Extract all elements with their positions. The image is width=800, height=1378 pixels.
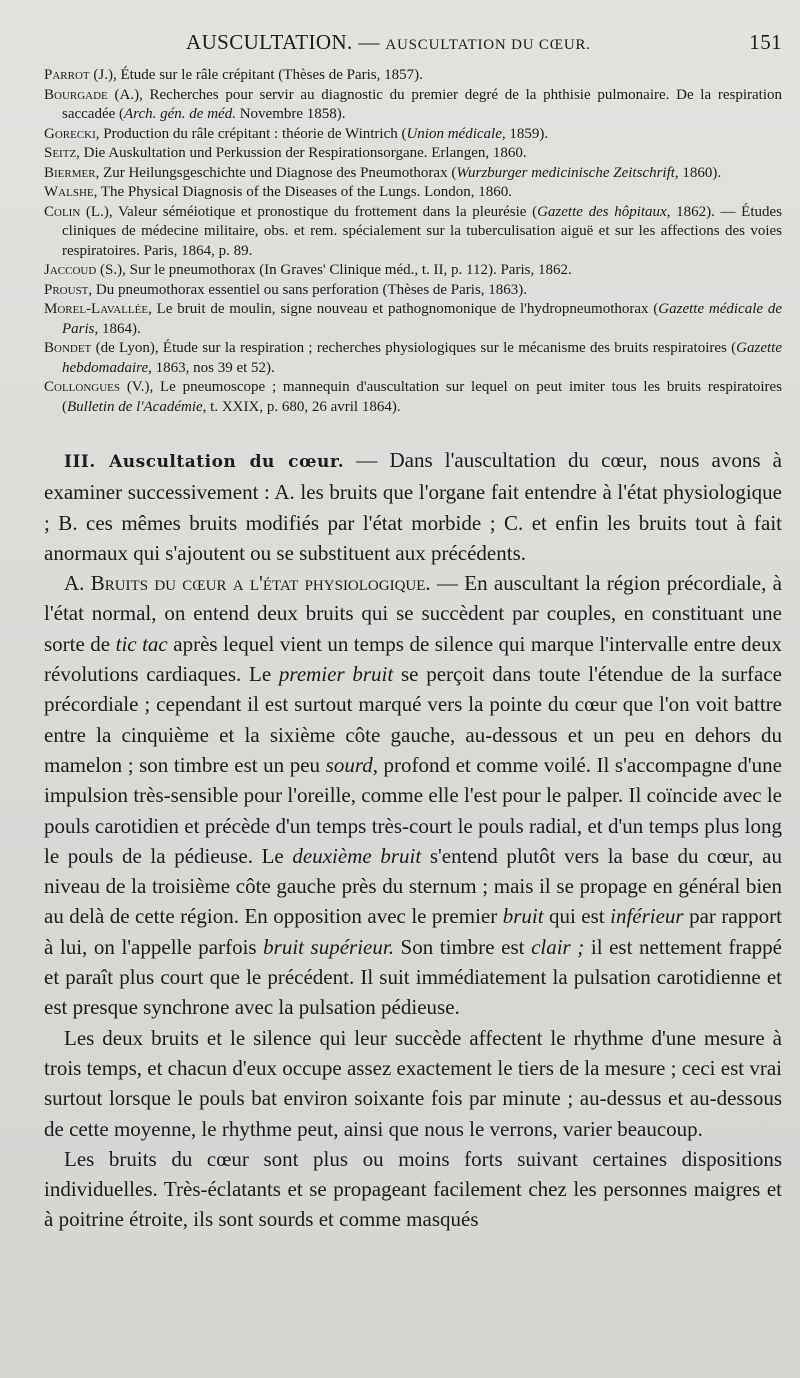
bib-tail: , 1860). (674, 164, 722, 181)
bib-author: Colin (44, 203, 81, 220)
italic-term: bruit (502, 904, 544, 929)
bib-text: , Zur Heilungsgeschichte und Diagnose des Pneumothorax ( (95, 164, 457, 181)
section-intro-paragraph (44, 445, 782, 568)
bib-tail: , 1863, nos 39 et 52). (148, 359, 275, 376)
running-title-sub: AUSCULTATION DU CŒUR. (385, 37, 591, 53)
bib-author: Biermer (44, 164, 96, 181)
subsection-heading: A. Bruits du cœur a l'état physiologique. (64, 571, 431, 596)
bib-author: Morel-Lavallée (44, 301, 149, 317)
bib-author: Bourgade (44, 86, 108, 103)
bib-tail: , 1864). (94, 320, 141, 337)
bib-author: Walshe (44, 184, 94, 200)
bib-journal: Gazette médicale de Paris (62, 301, 782, 337)
italic-term: bruit supérieur. (263, 934, 394, 959)
bib-tail: , 1862). — Études cliniques de médecine militaire, obs. et rem. spécialement sur la tuberculisation aiguë et sur les affections des voies respiratoires. Paris, 1864, p. 89. (62, 203, 783, 259)
bib-author: Seitz (44, 145, 77, 161)
bib-text: , Le bruit de moulin, signe nouveau et pathognomonique de l'hydropneumothorax ( (148, 301, 659, 317)
bibliography-entry (44, 86, 782, 125)
bibliography-entry (44, 125, 782, 145)
bib-text: , Du pneumothorax essentiel ou sans perforation (Thèses de Paris, 1863). (88, 281, 528, 298)
bibliography-entry (44, 183, 782, 203)
bib-text: , Die Auskultation und Perkussion der Respirationsorgane. Erlangen, 1860. (76, 145, 527, 161)
running-header (44, 26, 782, 66)
text-run: il est nettement frappé et paraît plus court que le précédent. Il suit immédiatement la pulsation carotidienne et est presque synchrone avec la pulsation pédieuse. (44, 934, 782, 1020)
bibliography-entry (44, 281, 782, 301)
bib-author: Gorecki (44, 125, 96, 142)
text-run: qui est (543, 904, 611, 929)
section-intro-text: — Dans l'auscultation du cœur, nous avons à examiner successivement : A. les bruits que l'organe fait entendre à l'état physiologique ; B. ces mêmes bruits modifiés par l'état morbide ; C. et enfin les bruits tout à fait anormaux qui s'ajoutent ou se substituent aux précédents. (44, 448, 782, 565)
bib-text: , The Physical Diagnosis of the Diseases of the Lungs. London, 1860. (93, 184, 513, 200)
bib-text: (V.), Le pneumoscope ; mannequin d'auscultation sur lequel on peut imiter tous les bruits respiratoires ( (62, 379, 782, 415)
text-run: s'entend plutôt vers la base du cœur, au niveau de la troisième côte gauche près du sternum ; mais il se propage en général bien au delà de cette région. En opposition avec le premier (44, 843, 782, 929)
bibliography-entry (44, 144, 782, 164)
bib-journal: Bulletin de l'Académie (67, 398, 203, 415)
bib-tail: , t. XXIX, p. 680, 26 avril 1864). (202, 398, 401, 415)
italic-term: sourd (325, 752, 373, 777)
bib-text: (de Lyon), Étude sur la respiration ; recherches physiologiques sur le mécanisme des bruits respiratoires ( (91, 340, 737, 356)
text-run: Son timbre est (393, 934, 532, 959)
text-run: — En auscultant la région précordiale, à l'état normal, on entend deux bruits qui se succèdent par couples, en constituant une sorte de (44, 571, 782, 656)
bib-author: Collongues (44, 379, 120, 395)
bib-tail: Novembre 1858). (235, 106, 346, 122)
bib-journal: Gazette hebdomadaire (62, 340, 782, 376)
bibliography-entry (44, 378, 782, 417)
text-run: se perçoit dans toute l'étendue de la surface précordiale ; cependant il est surtout marqué vers la pointe du cœur que l'on voit battre entre la cinquième et la sixième côte gauche, au-dessous et un peu en dehors du mamelon ; son timbre est un peu (44, 662, 782, 777)
page-number: 151 (749, 30, 782, 54)
bib-author: Parrot (44, 67, 90, 83)
running-title (186, 30, 591, 55)
bib-text: (J.), Étude sur le râle crépitant (Thèses de Paris, 1857). (89, 67, 423, 83)
bibliography-entry (44, 339, 782, 378)
bib-text: , Production du râle crépitant : théorie de Wintrich ( (95, 125, 407, 142)
paragraph-c: Les bruits du cœur sont plus ou moins forts suivant certaines dispositions individuelles. Très-éclatants et se propageant facilement chez les personnes maigres et à poitrine étroite, ils sont sourds et comme masqués (44, 1146, 782, 1232)
bib-text: (S.), Sur le pneumothorax (In Graves' Clinique méd., t. II, p. 112). Paris, 1862. (96, 262, 572, 278)
paragraph-b: Les deux bruits et le silence qui leur succède affectent le rhythme d'une mesure à trois temps, et chacun d'eux occupe assez exactement le tiers de la mesure ; ceci est vrai surtout lorsque le pouls bat environ soixante fois par minute ; au-dessus et au-dessous de cette moyenne, le rhythme peut, ainsi que nous le verrons, varier beaucoup. (44, 1025, 782, 1141)
italic-term: tic tac (115, 631, 168, 656)
section-heading: III. Auscultation du cœur. (64, 452, 345, 472)
bib-journal: Arch. gén. de méd. (124, 106, 236, 122)
text-run: après lequel vient un temps de silence qui marque l'intervalle entre deux révolutions cardiaques. Le (44, 631, 782, 687)
italic-term: premier bruit (278, 662, 394, 687)
bib-journal: Wurzburger medicinische Zeitschrift (456, 164, 675, 181)
bib-author: Proust (44, 281, 89, 298)
bibliography-entry (44, 300, 782, 339)
text-run: par rapport à lui, on l'appelle parfois (44, 904, 782, 959)
italic-term: deuxième bruit (292, 843, 422, 868)
bibliography-entry (44, 164, 782, 184)
bibliography-entry (44, 66, 782, 86)
bib-journal: Gazette des hôpitaux (537, 203, 667, 220)
bib-author: Bondet (44, 340, 92, 356)
bibliography-list (44, 66, 782, 417)
bibliography-entry (44, 203, 782, 262)
running-title-dash: — (352, 30, 386, 54)
main-text (44, 445, 782, 1235)
bibliography-entry (44, 261, 782, 281)
bib-author: Jaccoud (44, 262, 97, 278)
running-title-main: AUSCULTATION. (186, 30, 353, 54)
bib-text: (L.), Valeur séméiotique et pronostique du frottement dans la pleurésie ( (80, 203, 538, 220)
bib-journal: Union médicale (406, 125, 502, 142)
italic-term: clair ; (531, 934, 585, 959)
paragraph-a (44, 568, 782, 1022)
bib-text: (A.), Recherches pour servir au diagnostic du premier degré de la phthisie pulmonaire. De la respiration saccadée ( (62, 86, 782, 122)
text-run: , profond et comme voilé. Il s'accompagne d'une impulsion très-sensible pour l'oreille, comme elle l'est pour le palper. Il coïncide avec le pouls carotidien et précède d'un temps très-court le pouls radial, et d'un temps plus long le pouls de la pédieuse. Le (44, 752, 782, 868)
bib-tail: , 1859). (501, 125, 549, 142)
italic-term: inférieur (610, 904, 684, 929)
